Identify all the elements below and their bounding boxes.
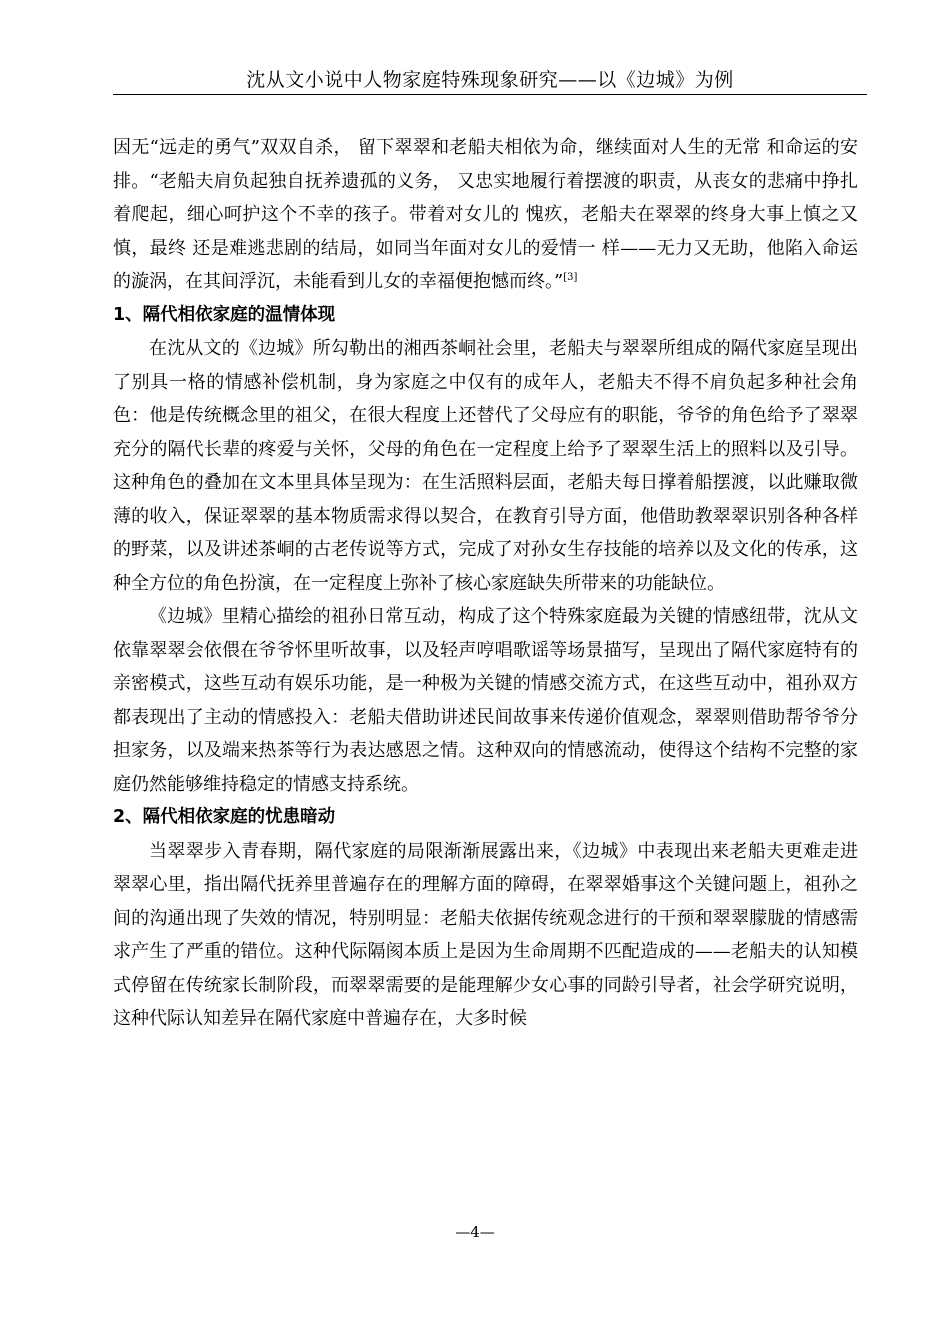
paragraph: 当翠翠步入青春期，隔代家庭的局限渐渐展露出来，《边城》中表现出来老船夫更难走进翠翠心里，指出隔代抚养里普遍存在的理解方面的障碍，在翠翠婚事这个关键问题上，祖孙之间的沟通出现了失效的情况，特别明显：老船夫依据传统观念进行的干预和翠翠朦胧的情感需求产生了严重的错位。这种代际隔阂本质上是因为生命周期不匹配造成的——老船夫的认知模式停留在传统家长制阶段，而翠翠需要的是能理解少女心事的同龄引导者，社会学研究说明，这种代际认知差异在隔代家庭中普遍存在，大多时候	[113, 840, 858, 1029]
header-rule	[113, 94, 867, 95]
section-heading-1: 1、隔代相依家庭的温情体现	[113, 304, 336, 325]
page-body	[113, 131, 858, 1036]
paragraph: 《边城》里精心描绘的祖孙日常互动，构成了这个特殊家庭最为关键的情感纽带，沈从文依靠翠翠会依偎在爷爷怀里听故事，以及轻声哼唱歌谣等场景描写，呈现出了隔代家庭特有的亲密模式，这些互动有娱乐功能，是一种极为关键的情感交流方式，在这些互动中，祖孙双方都表现出了主动的情感投入：老船夫借助讲述民间故事来传递价值观念，翠翠则借助帮爷爷分担家务，以及端来热茶等行为表达感恩之情。这种双向的情感流动，使得这个结构不完整的家庭仍然能够维持稳定的情感支持系统。	[113, 606, 858, 795]
page-number: —4—	[455, 1223, 495, 1241]
running-header: 沈从文小说中人物家庭特殊现象研究——以《边城》为例	[246, 69, 734, 91]
paragraph-text: 因无“远走的勇气”双双自杀， 留下翠翠和老船夫相依为命，继续面对人生的无常 和命运的安排。“老船夫肩负起独自抚养遗孤的义务， 又忠实地履行着摆渡的职责，从丧女的悲痛中挣扎 着爬起，细心呵护这个不幸的孩子。带着对女儿的 愧疚，老船夫在翠翠的终身大事上慎之又慎，最终 还是难逃悲剧的结局，如同当年面对女儿的爱情一 样——无力又无助，他陷入命运的漩涡，在其间浮沉，未能看到儿女的幸福便抱憾而终。”	[113, 137, 858, 292]
paragraph: 在沈从文的《边城》所勾勒出的湘西茶峒社会里，老船夫与翠翠所组成的隔代家庭呈现出了别具一格的情感补偿机制，身为家庭之中仅有的成年人，老船夫不得不肩负起多种社会角色：他是传统概念里的祖父，在很大程度上还替代了父母应有的职能，爷爷的角色给予了翠翠充分的隔代长辈的疼爱与关怀，父母的角色在一定程度上给予了翠翠生活上的照料以及引导。这种角色的叠加在文本里具体呈现为：在生活照料层面，老船夫每日撑着船摆渡，以此赚取微薄的收入，保证翠翠的基本物质需求得以契合，在教育引导方面，他借助教翠翠识别各种各样的野菜，以及讲述茶峒的古老传说等方式，完成了对孙女生存技能的培养以及文化的传承，这种全方位的角色扮演，在一定程度上弥补了核心家庭缺失所带来的功能缺位。	[113, 338, 858, 594]
citation-marker: [3]	[563, 272, 578, 283]
paragraph-continued	[113, 131, 858, 299]
section-heading-2: 2、隔代相依家庭的忧患暗动	[113, 807, 336, 827]
